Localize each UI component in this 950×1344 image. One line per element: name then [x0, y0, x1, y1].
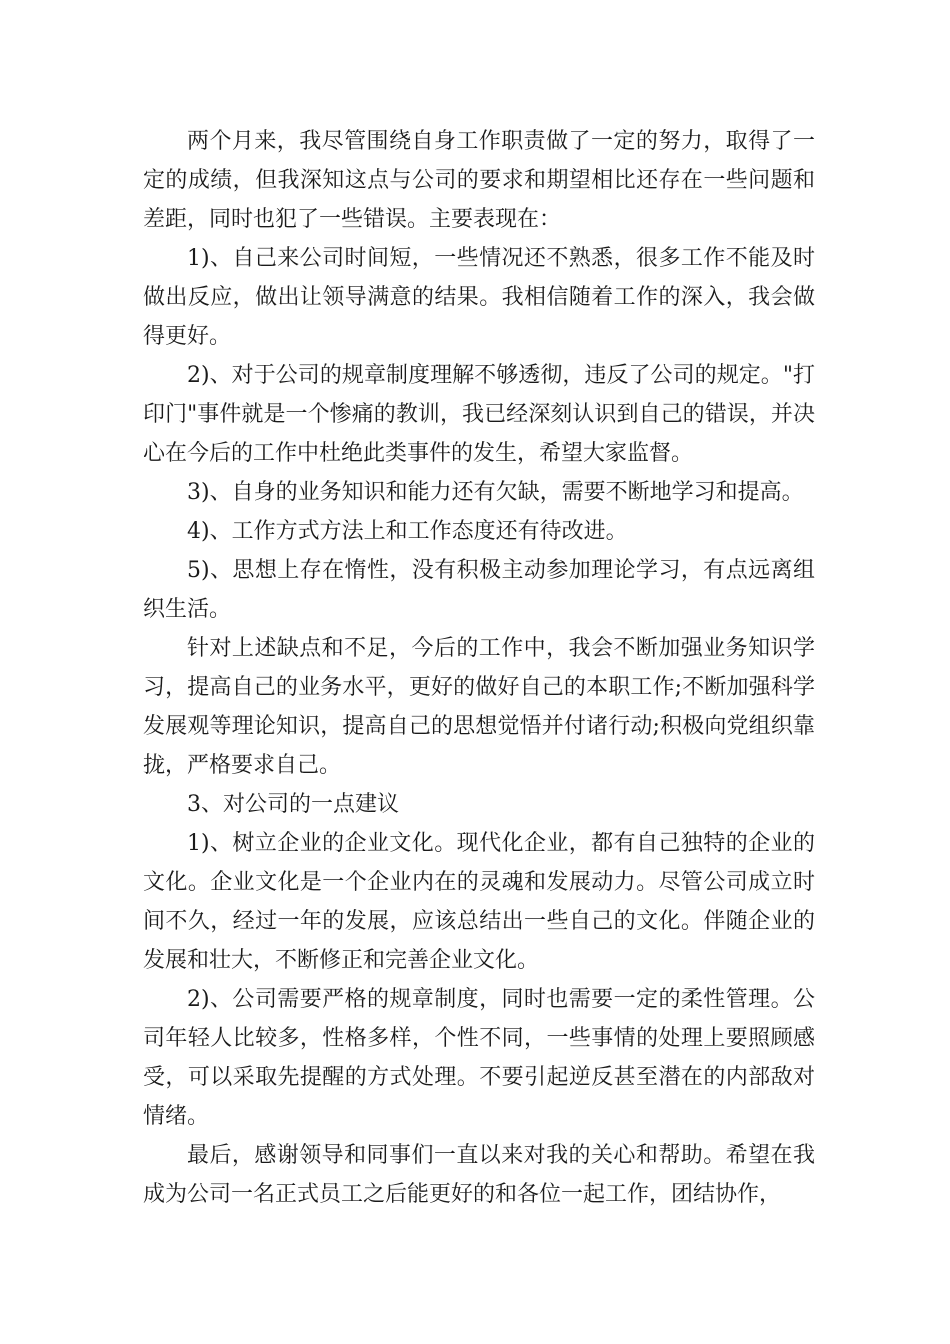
paragraph-item-4: 4)、工作方式方法上和工作态度还有待改进。: [187, 519, 628, 544]
paragraph-intro: 两个月来，我尽管围绕自身工作职责做了一定的努力，取得了一定的成绩，但我深知这点与公司的要求和期望相比还存在一些问题和差距，同时也犯了一些错误。主要表现在：: [143, 129, 815, 232]
paragraph-suggestion-1: 1)、树立企业的企业文化。现代化企业，都有自己独特的企业的文化。企业文化是一个企业内在的灵魂和发展动力。尽管公司成立时间不久，经过一年的发展，应该总结出一些自己的文化。伴随企业的发展和壮大，不断修正和完善企业文化。: [143, 831, 815, 973]
paragraph-item-2: 2)、对于公司的规章制度理解不够透彻，违反了公司的规定。"打印门"事件就是一个惨痛的教训，我已经深刻认识到自己的错误，并决心在今后的工作中杜绝此类事件的发生，希望大家监督。: [143, 363, 815, 466]
section-heading-suggestions: 3、对公司的一点建议: [187, 792, 399, 817]
paragraph-closing: 最后，感谢领导和同事们一直以来对我的关心和帮助。希望在我成为公司一名正式员工之后能更好的和各位一起工作，团结协作，: [143, 1143, 815, 1207]
document-body: [143, 122, 815, 1214]
paragraph-item-5: 5)、思想上存在惰性，没有积极主动参加理论学习，有点远离组织生活。: [143, 558, 815, 622]
paragraph-item-3: 3)、自身的业务知识和能力还有欠缺，需要不断地学习和提高。: [187, 480, 804, 505]
paragraph-item-1: 1)、自己来公司时间短，一些情况还不熟悉，很多工作不能及时做出反应，做出让领导满意的结果。我相信随着工作的深入，我会做得更好。: [143, 246, 815, 349]
paragraph-suggestion-2: 2)、公司需要严格的规章制度，同时也需要一定的柔性管理。公司年轻人比较多，性格多样，个性不同，一些事情的处理上要照顾感受，可以采取先提醒的方式处理。不要引起逆反甚至潜在的内部敌对情绪。: [143, 987, 815, 1129]
paragraph-improvement-plan: 针对上述缺点和不足，今后的工作中，我会不断加强业务知识学习，提高自己的业务水平，更好的做好自己的本职工作;不断加强科学发展观等理论知识，提高自己的思想觉悟并付诸行动;积极向党组织靠拢，严格要求自己。: [143, 636, 815, 778]
